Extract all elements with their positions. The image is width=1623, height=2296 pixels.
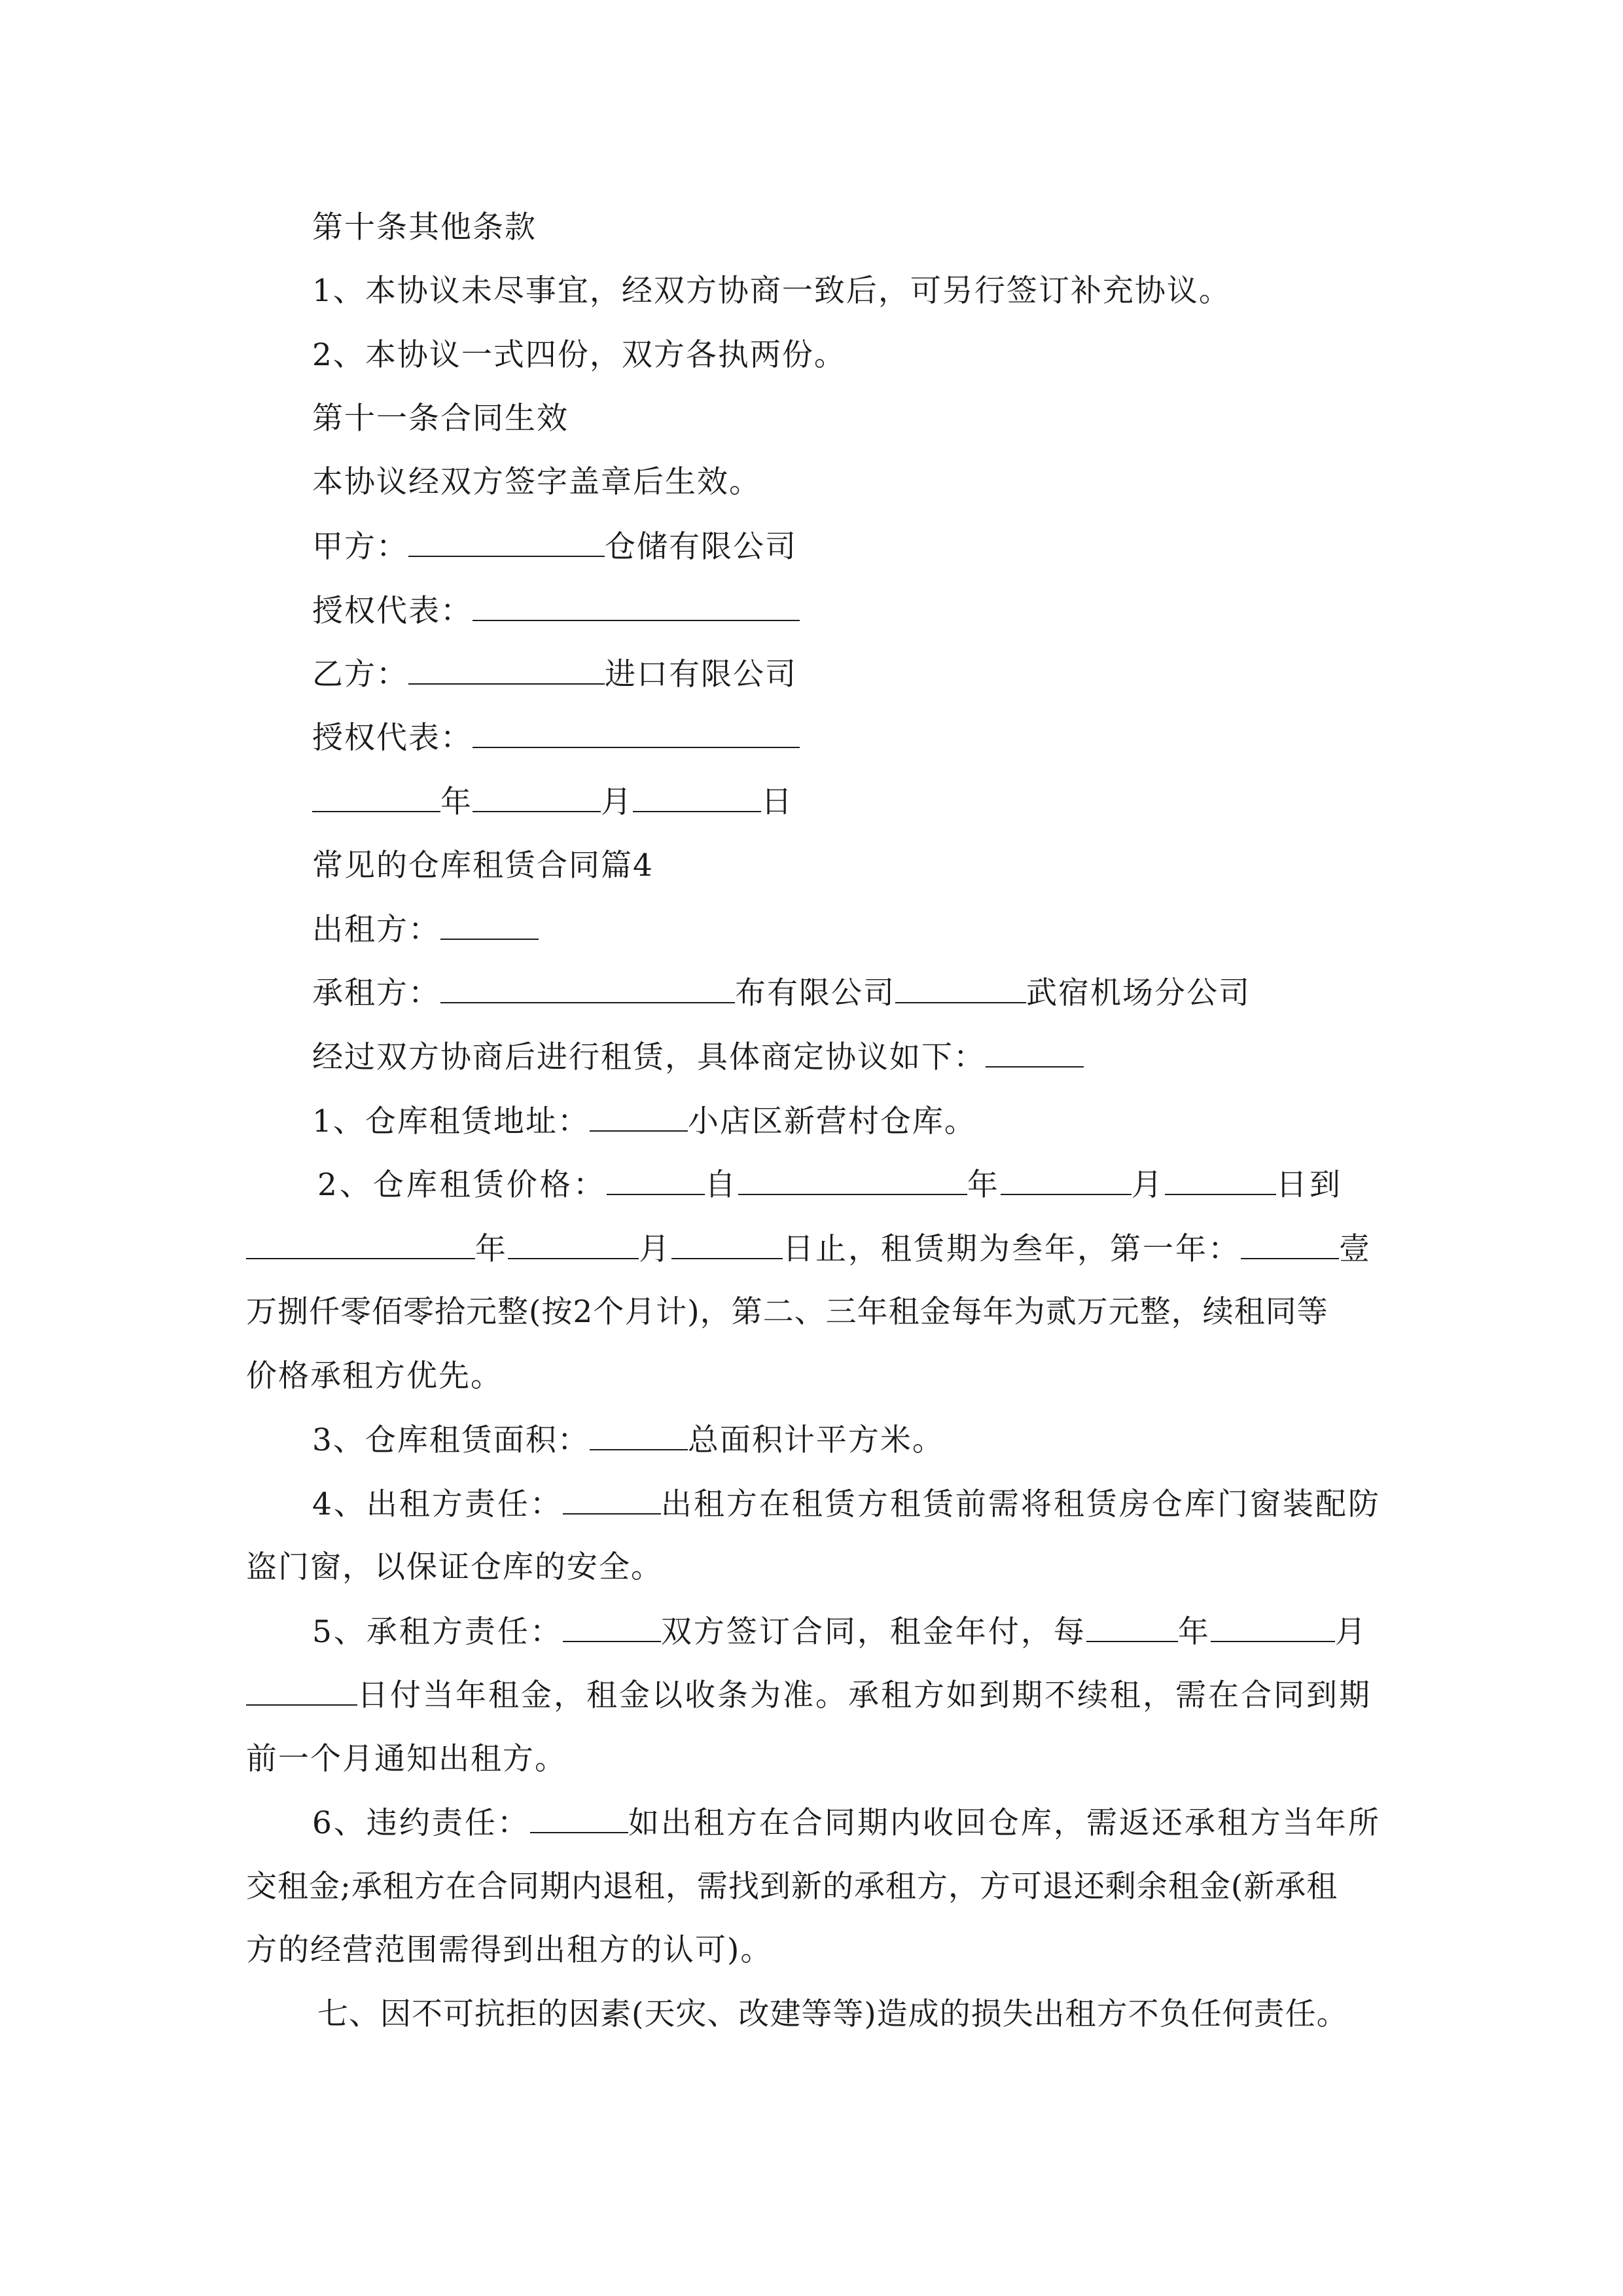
party-b-line — [312, 655, 797, 694]
clause-3-text: 总面积计平方米。 — [687, 1422, 944, 1458]
article-11-title: 第十一条合同生效 — [312, 401, 569, 437]
rep-blank-2 — [473, 718, 800, 748]
lessee-line — [312, 973, 1251, 1013]
clause-1 — [312, 1102, 976, 1141]
party-a-suffix: 仓储有限公司 — [605, 529, 797, 565]
clause-4-blank — [563, 1484, 661, 1515]
party-a-label: 甲方： — [312, 529, 408, 565]
lessee-suffix: 武宿机场分公司 — [1026, 975, 1251, 1011]
clause-4-text: 出租方在租赁方租赁前需将租赁房仓库门窗装配防 — [660, 1486, 1381, 1522]
clause-5-blank-1 — [563, 1612, 661, 1642]
clause-3-blank — [590, 1420, 688, 1450]
party-b-label: 乙方： — [312, 656, 408, 692]
clause-5b-text: 日付当年租金，租金以收条为准。承租方如到期不续租，需在合同到期 — [357, 1677, 1372, 1713]
intro-text: 经过双方协商后进行租赁，具体商定协议如下： — [312, 1039, 986, 1075]
rep-label-2: 授权代表： — [312, 720, 473, 756]
clause-3 — [312, 1420, 944, 1460]
month-blank — [473, 782, 601, 812]
clause-5-line-2 — [246, 1676, 1372, 1715]
clause-5-line-3: 前一个月通知出租方。 — [246, 1741, 567, 1777]
clause-2-blank-7 — [671, 1229, 783, 1259]
clause-2-blank-2 — [738, 1165, 967, 1195]
rep-blank-1 — [473, 591, 800, 621]
clause-2-blank-1 — [607, 1165, 705, 1195]
clause-2-line-2 — [246, 1229, 1372, 1269]
intro-blank — [986, 1037, 1084, 1067]
clause-7: 七、因不可抗拒的因素(天灾、改建等等)造成的损失出租方不负任何责任。 — [317, 1996, 1348, 2032]
clause-4-label: 4、出租方责任： — [312, 1486, 563, 1522]
article-10-clause-2: 2、本协议一式四份，双方各执两份。 — [312, 337, 846, 373]
clause-5 — [312, 1612, 1368, 1652]
clause-2-month: 月 — [1131, 1167, 1165, 1203]
clause-2-year: 年 — [967, 1167, 1001, 1203]
clause-2b-text: 日止，租赁期为叁年，第一年： — [783, 1231, 1241, 1267]
clause-1-label: 1、仓库租赁地址： — [312, 1103, 590, 1139]
clause-2 — [317, 1165, 1343, 1205]
clause-2-line-3: 万捌仟零佰零拾元整(按2个月计)，第二、三年租金每年为贰万元整，续租同等 — [246, 1294, 1329, 1330]
section-title: 常见的仓库租赁合同篇4 — [312, 848, 654, 884]
clause-2-line-4: 价格承租方优先。 — [246, 1358, 503, 1394]
clause-6-label: 6、违约责任： — [312, 1805, 530, 1841]
lessee-label: 承租方： — [312, 975, 440, 1011]
lessee-mid: 布有限公司 — [735, 975, 895, 1011]
clause-6-line-2: 交租金;承租方在合同期内退租，需找到新的承租方，方可退还剩余租金(新承租 — [246, 1869, 1338, 1905]
party-a-line — [312, 527, 797, 567]
lessor-line — [312, 910, 539, 950]
clause-5-blank-2 — [1086, 1612, 1178, 1642]
rep-line-1 — [312, 591, 800, 631]
article-10-clause-1: 1、本协议未尽事宜，经双方协商一致后，可另行签订补充协议。 — [312, 273, 1231, 309]
party-a-blank — [408, 527, 605, 557]
clause-2-blank-6 — [508, 1229, 639, 1259]
clause-2-blank-8 — [1241, 1229, 1339, 1259]
article-11-text: 本协议经双方签字盖章后生效。 — [312, 464, 761, 500]
date-line — [312, 782, 793, 822]
party-b-blank — [408, 655, 605, 685]
clause-5-label: 5、承租方责任： — [312, 1614, 563, 1650]
clause-2-label: 2、仓库租赁价格： — [317, 1167, 607, 1203]
clause-6-line-3: 方的经营范围需得到出租方的认可)。 — [246, 1932, 773, 1968]
clause-2-from: 自 — [704, 1167, 738, 1203]
clause-2b-year: 年 — [475, 1231, 508, 1267]
clause-5-month: 月 — [1334, 1614, 1368, 1650]
month-label: 月 — [601, 784, 633, 820]
clause-4-line-2: 盗门窗，以保证仓库的安全。 — [246, 1549, 663, 1585]
clause-5-blank-3 — [1211, 1612, 1335, 1642]
day-blank — [633, 782, 761, 812]
clause-6-blank — [530, 1803, 628, 1833]
clause-2b-month: 月 — [639, 1231, 671, 1267]
clause-2-blank-4 — [1165, 1165, 1276, 1195]
lessee-blank-2 — [895, 973, 1026, 1003]
lessor-blank — [440, 910, 539, 940]
clause-1-blank — [590, 1102, 688, 1132]
clause-2b-end: 壹 — [1339, 1231, 1372, 1267]
clause-3-label: 3、仓库租赁面积： — [312, 1422, 590, 1458]
clause-5-text: 双方签订合同，租金年付，每 — [660, 1614, 1086, 1650]
day-label: 日 — [761, 784, 793, 820]
clause-5-year: 年 — [1177, 1614, 1211, 1650]
clause-6-text: 如出租方在合同期内收回仓库，需返还承租方当年所 — [628, 1805, 1381, 1841]
party-b-suffix: 进口有限公司 — [605, 656, 797, 692]
clause-2-blank-3 — [1001, 1165, 1132, 1195]
rep-line-2 — [312, 718, 800, 758]
year-blank — [312, 782, 440, 812]
article-10-title: 第十条其他条款 — [312, 209, 537, 245]
clause-2-day-to: 日到 — [1275, 1167, 1343, 1203]
clause-6 — [312, 1803, 1381, 1843]
lessee-blank-1 — [440, 973, 735, 1003]
clause-2-blank-5 — [246, 1229, 475, 1259]
rep-label-1: 授权代表： — [312, 593, 473, 629]
intro-line — [312, 1037, 1084, 1077]
clause-5-blank-4 — [246, 1676, 357, 1706]
year-label: 年 — [440, 784, 473, 820]
lessor-label: 出租方： — [312, 912, 440, 948]
clause-4 — [312, 1484, 1381, 1524]
clause-1-text: 小店区新营村仓库。 — [687, 1103, 976, 1139]
